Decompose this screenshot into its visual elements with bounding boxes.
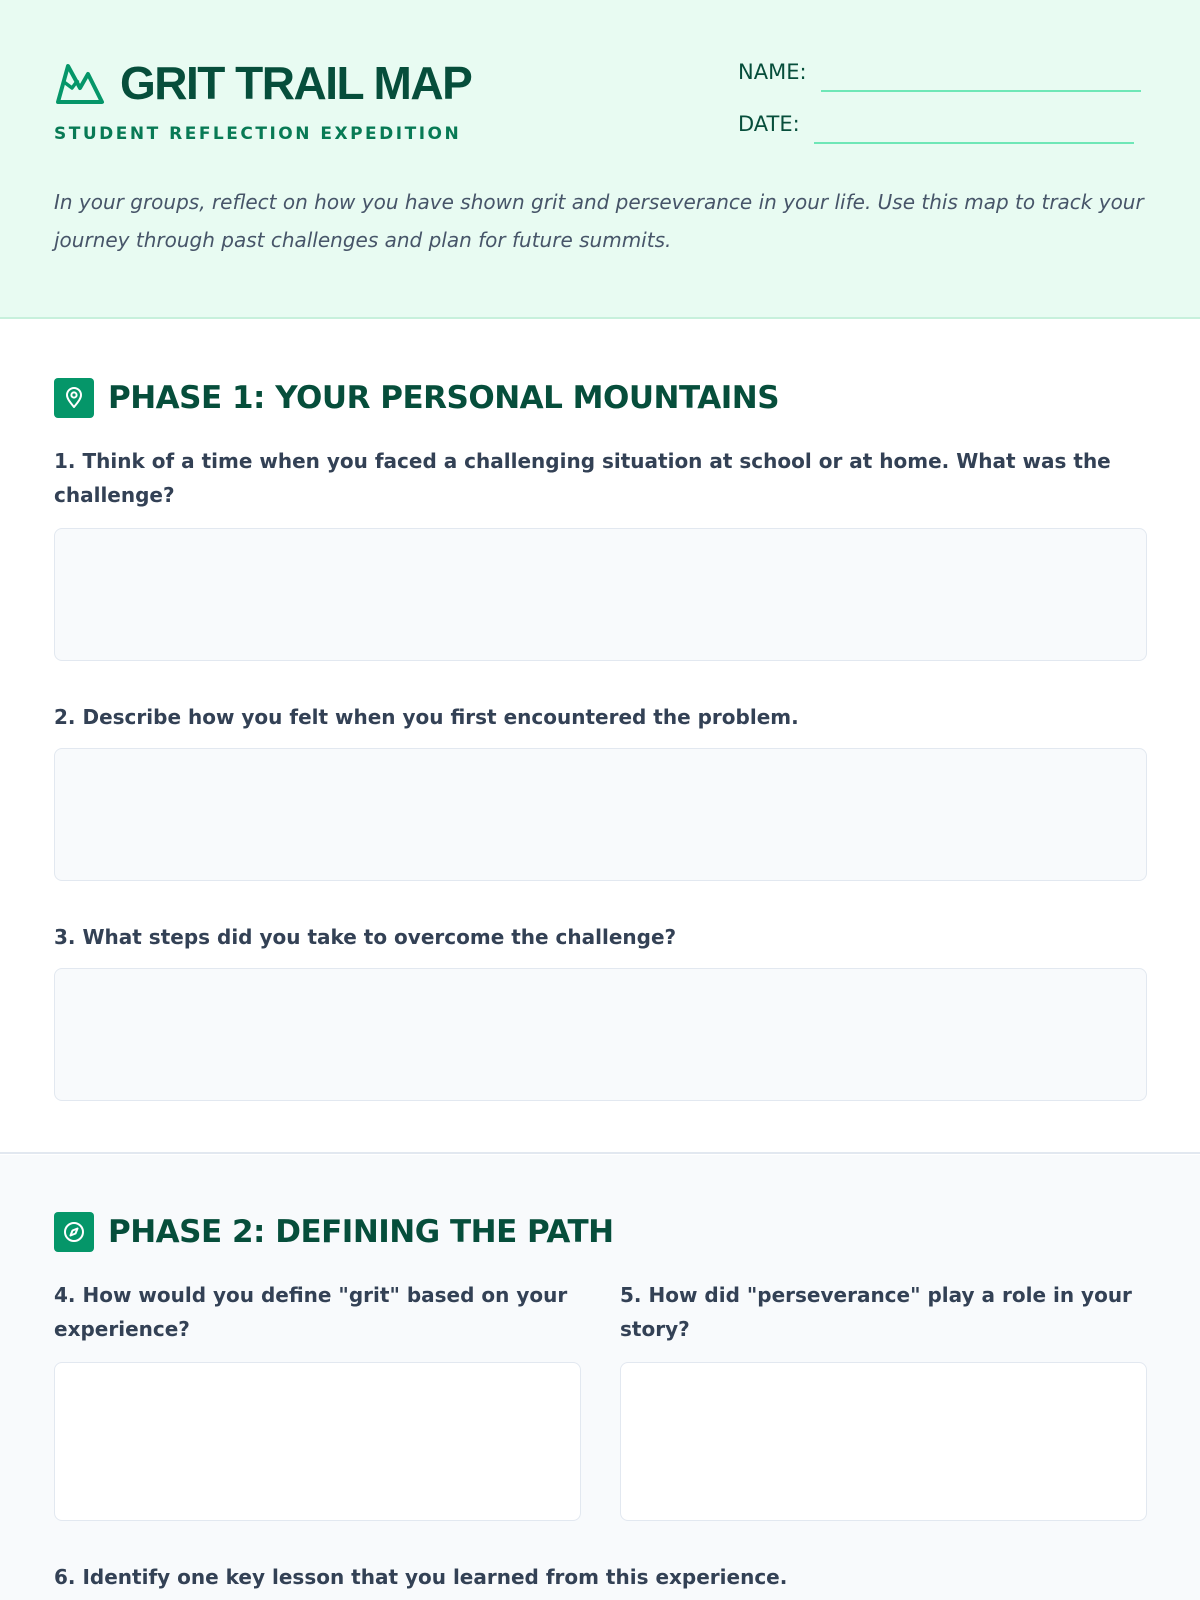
question-6: 6. Identify one key lesson that you learned from this experience. bbox=[54, 1565, 788, 1589]
brand bbox=[54, 58, 471, 108]
answer-box-5[interactable] bbox=[620, 1362, 1147, 1521]
map-pin-icon bbox=[54, 378, 94, 418]
answer-box-2[interactable] bbox=[54, 748, 1147, 881]
phase-2-title: PHASE 2: DEFINING THE PATH bbox=[108, 1214, 614, 1250]
phase-1-heading bbox=[54, 378, 779, 418]
question-2: 2. Describe how you felt when you first encountered the problem. bbox=[54, 705, 799, 729]
question-1: 1. Think of a time when you faced a challenging situation at school or at home. What was the challenge? bbox=[54, 449, 1111, 507]
phase-2-section bbox=[0, 1155, 1200, 1600]
worksheet-header bbox=[0, 0, 1200, 319]
phase-1-title: PHASE 1: YOUR PERSONAL MOUNTAINS bbox=[108, 380, 780, 416]
date-label: DATE: bbox=[738, 112, 800, 136]
question-5: 5. How did "perseverance" play a role in your story? bbox=[620, 1283, 1132, 1341]
mountain-icon bbox=[54, 58, 106, 108]
phase-1-section bbox=[0, 321, 1200, 1154]
question-4: 4. How would you define "grit" based on your experience? bbox=[54, 1283, 568, 1341]
answer-box-3[interactable] bbox=[54, 968, 1147, 1101]
name-label: NAME: bbox=[738, 60, 807, 84]
compass-icon bbox=[54, 1212, 94, 1252]
answer-box-1[interactable] bbox=[54, 528, 1147, 661]
page-title: GRIT TRAIL MAP bbox=[120, 57, 472, 109]
phase-2-heading bbox=[54, 1212, 614, 1252]
name-input-line[interactable] bbox=[821, 90, 1141, 92]
intro-text: In your groups, reflect on how you have shown grit and perseverance in your life. Use this map to track your journey through past challenges and plan for future summits. bbox=[54, 190, 1144, 252]
name-field bbox=[738, 58, 1141, 86]
question-3: 3. What steps did you take to overcome the challenge? bbox=[54, 925, 677, 949]
page-subtitle: STUDENT REFLECTION EXPEDITION bbox=[54, 124, 462, 144]
answer-box-4[interactable] bbox=[54, 1362, 581, 1521]
date-field bbox=[738, 110, 1134, 138]
date-input-line[interactable] bbox=[814, 142, 1134, 144]
